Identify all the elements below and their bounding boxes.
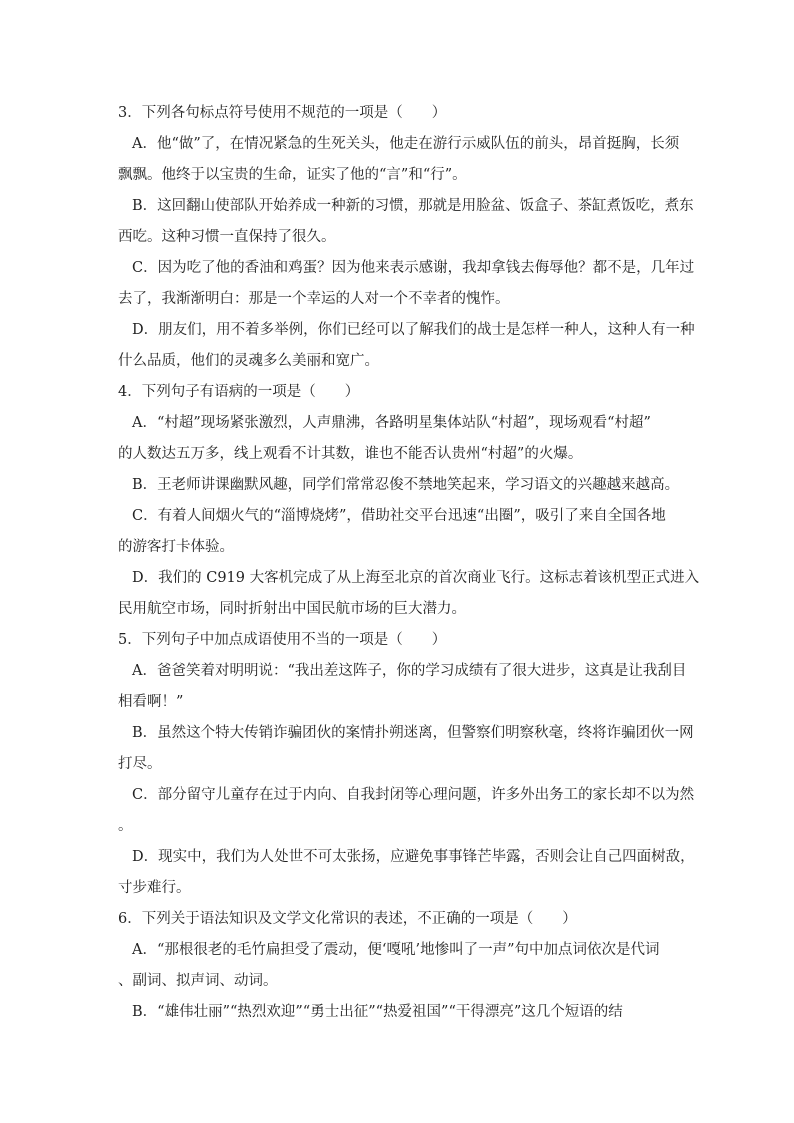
option-a (118, 656, 687, 718)
option-line: B．虽然这个特大传销诈骗团伙的案情扑朔迷离，但警察们明察秋毫，终将诈骗团伙一网 (132, 725, 694, 741)
option-d (118, 563, 700, 625)
option-line: B．“雄伟壮丽”“热烈欢迎”“勇士出征”“热爱祖国”“干得漂亮”这几个短语的结 (132, 1004, 623, 1020)
question-stem: 3．下列各句标点符号使用不规范的一项是（ ） (118, 105, 447, 121)
option-line: 的人数达五万多，线上观看不计其数，谁也不能否认贵州“村超”的火爆。 (118, 446, 583, 462)
option-b (118, 997, 676, 1028)
option-c (118, 253, 695, 315)
option-c (118, 501, 676, 563)
option-b (118, 718, 694, 780)
option-line: C．因为吃了他的香油和鸡蛋？因为他来表示感谢，我却拿钱去侮辱他？都不是，几年过 (132, 260, 695, 276)
option-b (118, 470, 680, 501)
option-a (118, 408, 676, 470)
option-line: 寸步难行。 (118, 880, 191, 896)
option-b (118, 191, 694, 253)
option-line: 民用航空市场，同时折射出中国民航市场的巨大潜力。 (118, 601, 466, 617)
option-line: 相看啊！” (118, 694, 184, 710)
option-line: D．我们的 C919 大客机完成了从上海至北京的首次商业飞行。这标志着该机型正式进入 (132, 570, 700, 586)
question-stem: 6．下列关于语法知识及文学文化常识的表述，不正确的一项是（ ） (118, 911, 577, 927)
question-stem: 5．下列句子中加点成语使用不当的一项是（ ） (118, 632, 447, 648)
option-d (118, 315, 695, 377)
option-line: 西吃。这种习惯一直保持了很久。 (118, 229, 336, 245)
option-line: C．有着人间烟火气的“淄博烧烤”，借助社交平台迅速“出圈”，吸引了来自全国各地 (132, 508, 666, 524)
option-c (118, 780, 695, 842)
option-a (118, 129, 680, 191)
option-line: 飘飘。他终于以宝贵的生命，证实了他的“言”和“行”。 (118, 167, 467, 183)
option-line: 的游客打卡体验。 (118, 539, 234, 555)
question-stem: 4．下列句子有语病的一项是（ ） (118, 384, 360, 400)
option-line: 、副词、拟声词、动词。 (118, 973, 278, 989)
option-line: 什么品质，他们的灵魂多么美丽和宽广。 (118, 353, 379, 369)
option-line: A．“那根很老的毛竹扁担受了震动，便‘嘎吼’地惨叫了一声”句中加点词依次是代词 (132, 942, 660, 958)
option-line: A．爸爸笑着对明明说：“我出差这阵子，你的学习成绩有了很大进步，这真是让我刮目 (132, 663, 687, 679)
question-6 (118, 904, 676, 1028)
question-3 (118, 98, 695, 377)
option-line: 。 (118, 818, 133, 834)
option-line: D．现实中，我们为人处世不可太张扬，应避免事事锋芒毕露，否则会让自己四面树敌， (132, 849, 695, 865)
option-line: 打尽。 (118, 756, 162, 772)
option-line: B．这回翻山使部队开始养成一种新的习惯，那就是用脸盆、饭盒子、茶缸煮饭吃，煮东 (132, 198, 694, 214)
option-line: A．他“做”了，在情况紧急的生死关头，他走在游行示威队伍的前头，昂首挺胸，长须 (132, 136, 680, 152)
exam-page (118, 98, 700, 1028)
option-line: C．部分留守儿童存在过于内向、自我封闭等心理问题，许多外出务工的家长却不以为然 (132, 787, 695, 803)
question-5 (118, 625, 695, 904)
option-line: 去了，我渐渐明白：那是一个幸运的人对一个不幸者的愧怍。 (118, 291, 510, 307)
option-line: B．王老师讲课幽默风趣，同学们常常忍俊不禁地笑起来，学习语文的兴趣越来越高。 (132, 477, 680, 493)
question-4 (118, 377, 700, 625)
option-line: D．朋友们，用不着多举例，你们已经可以了解我们的战士是怎样一种人，这种人有一种 (132, 322, 695, 338)
option-a (118, 935, 676, 997)
option-d (118, 842, 695, 904)
option-line: A．“村超”现场紧张激烈，人声鼎沸，各路明星集体站队“村超”，现场观看“村超” (132, 415, 651, 431)
